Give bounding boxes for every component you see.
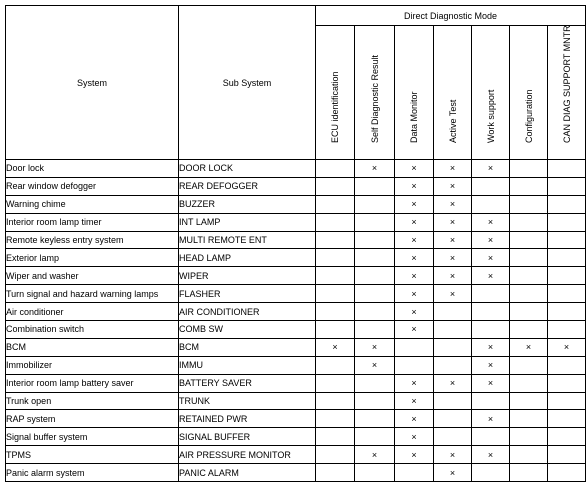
mark-cell-empty xyxy=(510,446,548,464)
subsystem-cell: WIPER xyxy=(179,267,316,285)
mark-cell-empty xyxy=(434,410,472,428)
mark-cell-supported: × xyxy=(316,338,355,356)
mark-cell-supported: × xyxy=(395,374,434,392)
mark-cell-empty xyxy=(316,213,355,231)
subsystem-cell: BATTERY SAVER xyxy=(179,374,316,392)
subsystem-cell: MULTI REMOTE ENT xyxy=(179,231,316,249)
mark-cell-empty xyxy=(472,303,510,321)
mark-cell-empty xyxy=(355,285,395,303)
mark-cell-empty xyxy=(472,177,510,195)
mark-cell-empty xyxy=(548,303,586,321)
mark-cell-supported: × xyxy=(472,213,510,231)
mark-cell-empty xyxy=(510,160,548,178)
mark-cell-supported: × xyxy=(355,160,395,178)
mark-cell-supported: × xyxy=(434,177,472,195)
mark-cell-empty xyxy=(355,249,395,267)
mark-cell-empty xyxy=(510,177,548,195)
mark-cell-empty xyxy=(510,195,548,213)
mark-cell-supported: × xyxy=(395,321,434,339)
mark-cell-empty xyxy=(510,356,548,374)
mark-cell-supported: × xyxy=(434,195,472,213)
mark-cell-empty xyxy=(316,321,355,339)
system-cell: Wiper and washer xyxy=(6,267,179,285)
mark-cell-empty xyxy=(316,285,355,303)
subsystem-cell: COMB SW xyxy=(179,321,316,339)
table-row xyxy=(6,160,586,178)
header-direct-diagnostic-mode: Direct Diagnostic Mode xyxy=(316,6,586,26)
mark-cell-supported: × xyxy=(395,410,434,428)
subsystem-cell: BCM xyxy=(179,338,316,356)
system-cell: TPMS xyxy=(6,446,179,464)
subsystem-cell: FLASHER xyxy=(179,285,316,303)
mark-cell-empty xyxy=(548,160,586,178)
mark-cell-empty xyxy=(548,356,586,374)
system-cell: RAP system xyxy=(6,410,179,428)
subsystem-cell: RETAINED PWR xyxy=(179,410,316,428)
mark-cell-empty xyxy=(434,321,472,339)
table-row xyxy=(6,410,586,428)
mark-cell-supported: × xyxy=(472,267,510,285)
subsystem-cell: HEAD LAMP xyxy=(179,249,316,267)
subsystem-cell: INT LAMP xyxy=(179,213,316,231)
mark-cell-empty xyxy=(472,195,510,213)
mark-cell-supported: × xyxy=(434,160,472,178)
header-self-diagnostic-result: Self Diagnostic Result xyxy=(355,26,395,160)
mark-cell-empty xyxy=(355,374,395,392)
mark-cell-empty xyxy=(548,446,586,464)
table-body xyxy=(6,160,586,482)
mark-cell-empty xyxy=(510,303,548,321)
mark-cell-supported: × xyxy=(395,249,434,267)
mark-cell-supported: × xyxy=(395,231,434,249)
mark-cell-empty xyxy=(355,231,395,249)
mark-cell-empty xyxy=(548,464,586,482)
mark-cell-empty xyxy=(510,392,548,410)
mark-cell-supported: × xyxy=(434,374,472,392)
header-active-test: Active Test xyxy=(434,26,472,160)
mark-cell-supported: × xyxy=(355,356,395,374)
mark-cell-empty xyxy=(355,213,395,231)
subsystem-cell: BUZZER xyxy=(179,195,316,213)
mark-cell-empty xyxy=(548,374,586,392)
mark-cell-empty xyxy=(395,338,434,356)
mark-cell-empty xyxy=(355,464,395,482)
mark-cell-empty xyxy=(548,213,586,231)
mark-cell-empty xyxy=(548,195,586,213)
mark-cell-supported: × xyxy=(472,231,510,249)
mark-cell-supported: × xyxy=(395,213,434,231)
mark-cell-empty xyxy=(316,160,355,178)
mark-cell-empty xyxy=(510,285,548,303)
header-configuration: Configuration xyxy=(510,26,548,160)
mark-cell-empty xyxy=(548,285,586,303)
mark-cell-empty xyxy=(472,428,510,446)
mark-cell-empty xyxy=(316,464,355,482)
mark-cell-empty xyxy=(355,303,395,321)
system-cell: Interior room lamp timer xyxy=(6,213,179,231)
mark-cell-supported: × xyxy=(472,374,510,392)
header-can-diag-support-mntr: CAN DIAG SUPPORT MNTR xyxy=(548,26,586,160)
mark-cell-empty xyxy=(548,321,586,339)
mark-cell-empty xyxy=(510,231,548,249)
mark-cell-empty xyxy=(316,374,355,392)
table-row xyxy=(6,195,586,213)
subsystem-cell: IMMU xyxy=(179,356,316,374)
table-row xyxy=(6,464,586,482)
header-system: System xyxy=(6,6,179,160)
mark-cell-empty xyxy=(316,356,355,374)
header-ecu-identification: ECU identification xyxy=(316,26,355,160)
mark-cell-empty xyxy=(510,410,548,428)
mark-cell-empty xyxy=(316,303,355,321)
mark-cell-empty xyxy=(434,428,472,446)
subsystem-cell: TRUNK xyxy=(179,392,316,410)
mark-cell-supported: × xyxy=(434,267,472,285)
table-row xyxy=(6,321,586,339)
mark-cell-supported: × xyxy=(434,249,472,267)
subsystem-cell: REAR DEFOGGER xyxy=(179,177,316,195)
mark-cell-empty xyxy=(510,374,548,392)
mark-cell-supported: × xyxy=(395,285,434,303)
header-data-monitor: Data Monitor xyxy=(395,26,434,160)
mark-cell-supported: × xyxy=(434,446,472,464)
mark-cell-supported: × xyxy=(395,267,434,285)
mark-cell-supported: × xyxy=(472,446,510,464)
mark-cell-supported: × xyxy=(434,213,472,231)
table-row xyxy=(6,303,586,321)
mark-cell-supported: × xyxy=(548,338,586,356)
mark-cell-supported: × xyxy=(434,231,472,249)
mark-cell-empty xyxy=(548,428,586,446)
table-row xyxy=(6,285,586,303)
system-cell: Interior room lamp battery saver xyxy=(6,374,179,392)
mark-cell-empty xyxy=(548,392,586,410)
system-cell: Warning chime xyxy=(6,195,179,213)
mark-cell-empty xyxy=(548,410,586,428)
mark-cell-empty xyxy=(355,410,395,428)
mark-cell-empty xyxy=(434,392,472,410)
mark-cell-supported: × xyxy=(472,249,510,267)
mark-cell-supported: × xyxy=(510,338,548,356)
table-row xyxy=(6,446,586,464)
mark-cell-empty xyxy=(355,177,395,195)
mark-cell-empty xyxy=(548,267,586,285)
system-cell: Trunk open xyxy=(6,392,179,410)
mark-cell-empty xyxy=(316,428,355,446)
mark-cell-empty xyxy=(434,338,472,356)
mark-cell-empty xyxy=(316,249,355,267)
mark-cell-supported: × xyxy=(472,410,510,428)
mark-cell-supported: × xyxy=(355,338,395,356)
subsystem-cell: AIR CONDITIONER xyxy=(179,303,316,321)
mark-cell-empty xyxy=(355,195,395,213)
mark-cell-empty xyxy=(395,464,434,482)
mark-cell-supported: × xyxy=(395,446,434,464)
subsystem-cell: DOOR LOCK xyxy=(179,160,316,178)
mark-cell-empty xyxy=(472,464,510,482)
system-cell: Air conditioner xyxy=(6,303,179,321)
system-cell: Rear window defogger xyxy=(6,177,179,195)
mark-cell-empty xyxy=(316,267,355,285)
mark-cell-empty xyxy=(472,392,510,410)
mark-cell-empty xyxy=(355,267,395,285)
table-row xyxy=(6,338,586,356)
mark-cell-empty xyxy=(510,267,548,285)
mark-cell-empty xyxy=(510,464,548,482)
system-cell: Remote keyless entry system xyxy=(6,231,179,249)
mark-cell-supported: × xyxy=(395,195,434,213)
mark-cell-empty xyxy=(548,177,586,195)
table-row xyxy=(6,231,586,249)
subsystem-cell: SIGNAL BUFFER xyxy=(179,428,316,446)
table-row xyxy=(6,356,586,374)
header-subsystem: Sub System xyxy=(179,6,316,160)
mark-cell-empty xyxy=(548,249,586,267)
mark-cell-empty xyxy=(316,177,355,195)
diagnostic-mode-table xyxy=(5,5,586,482)
mark-cell-empty xyxy=(510,321,548,339)
mark-cell-empty xyxy=(316,446,355,464)
system-cell: BCM xyxy=(6,338,179,356)
mark-cell-empty xyxy=(395,356,434,374)
mark-cell-supported: × xyxy=(395,392,434,410)
subsystem-cell: PANIC ALARM xyxy=(179,464,316,482)
mark-cell-empty xyxy=(355,321,395,339)
table-row xyxy=(6,374,586,392)
mark-cell-supported: × xyxy=(472,356,510,374)
table-row xyxy=(6,249,586,267)
subsystem-cell: AIR PRESSURE MONITOR xyxy=(179,446,316,464)
system-cell: Panic alarm system xyxy=(6,464,179,482)
system-cell: Turn signal and hazard warning lamps xyxy=(6,285,179,303)
mark-cell-supported: × xyxy=(395,160,434,178)
mark-cell-supported: × xyxy=(395,428,434,446)
system-cell: Immobilizer xyxy=(6,356,179,374)
mark-cell-empty xyxy=(510,249,548,267)
mark-cell-supported: × xyxy=(395,177,434,195)
mark-cell-empty xyxy=(434,303,472,321)
header-work-support: Work support xyxy=(472,26,510,160)
mark-cell-supported: × xyxy=(472,338,510,356)
mark-cell-empty xyxy=(355,428,395,446)
mark-cell-empty xyxy=(510,428,548,446)
mark-cell-supported: × xyxy=(355,446,395,464)
system-cell: Signal buffer system xyxy=(6,428,179,446)
mark-cell-empty xyxy=(510,213,548,231)
mark-cell-empty xyxy=(316,392,355,410)
mark-cell-empty xyxy=(355,392,395,410)
mark-cell-supported: × xyxy=(434,285,472,303)
table-row xyxy=(6,177,586,195)
mark-cell-empty xyxy=(316,231,355,249)
mark-cell-supported: × xyxy=(395,303,434,321)
mark-cell-empty xyxy=(472,321,510,339)
table-row xyxy=(6,213,586,231)
mark-cell-empty xyxy=(548,231,586,249)
system-cell: Door lock xyxy=(6,160,179,178)
system-cell: Exterior lamp xyxy=(6,249,179,267)
mark-cell-empty xyxy=(316,410,355,428)
table-row xyxy=(6,392,586,410)
header-row-top xyxy=(6,6,586,26)
mark-cell-empty xyxy=(472,285,510,303)
table-row xyxy=(6,267,586,285)
table-row xyxy=(6,428,586,446)
mark-cell-supported: × xyxy=(472,160,510,178)
system-cell: Combination switch xyxy=(6,321,179,339)
mark-cell-empty xyxy=(434,356,472,374)
mark-cell-empty xyxy=(316,195,355,213)
mark-cell-supported: × xyxy=(434,464,472,482)
